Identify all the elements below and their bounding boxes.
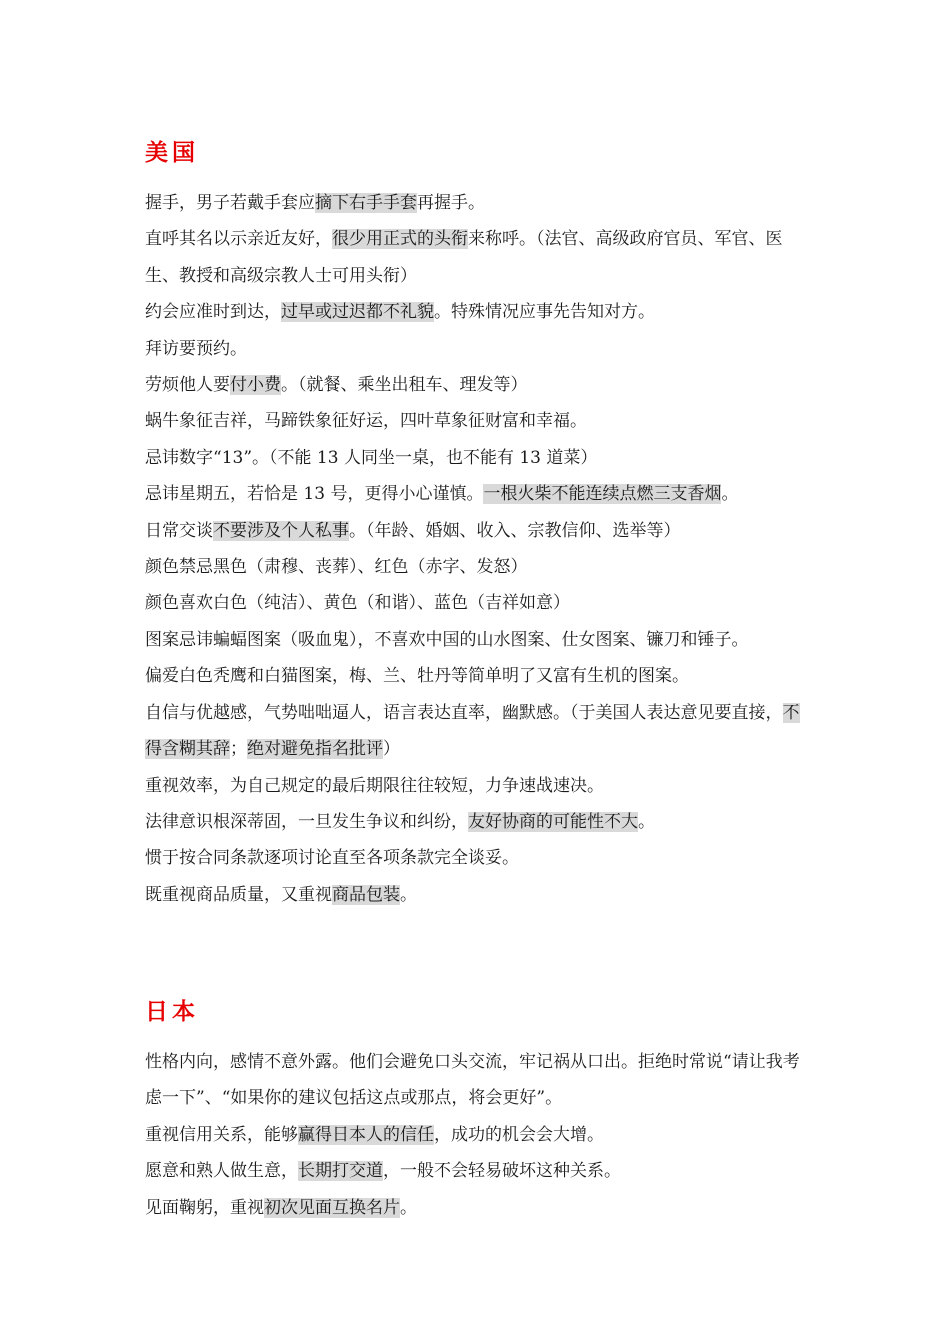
text-run: 偏爱白色秃鹰和白猫图案，梅、兰、牡丹等简单明了又富有生机的图案。 — [145, 666, 689, 687]
highlighted-text: 赢得日本人的信任 — [298, 1124, 434, 1145]
highlighted-text: 绝对避免指名批评 — [247, 739, 383, 760]
text-run: 图案忌讳蝙蝠图案（吸血鬼），不喜欢中国的山水图案、仕女图案、镰刀和锤子。 — [145, 629, 749, 650]
highlighted-text: 很少用正式的头衔 — [332, 229, 468, 250]
text-run: 忌讳星期五，若恰是 13 号，更得小心谨慎。 — [145, 484, 484, 505]
paragraph — [145, 622, 810, 658]
text-run: ，成功的机会会大增。 — [434, 1124, 604, 1145]
highlighted-text: 长期打交道 — [298, 1161, 383, 1182]
section-heading: 日本 — [145, 999, 199, 1025]
paragraph — [145, 549, 810, 585]
text-run: ） — [383, 739, 400, 760]
text-run: 颜色喜欢白色（纯洁）、黄色（和谐）、蓝色（吉祥如意） — [145, 593, 570, 614]
paragraph — [145, 221, 810, 294]
text-run: 见面鞠躬，重视 — [145, 1197, 264, 1218]
text-run: 蜗牛象征吉祥，马蹄铁象征好运，四叶草象征财富和幸福。 — [145, 411, 587, 432]
paragraph — [145, 476, 810, 512]
paragraph — [145, 294, 810, 330]
paragraph — [145, 804, 810, 840]
text-run: ； — [230, 739, 247, 760]
text-run: 。 — [721, 484, 739, 505]
paragraph-list — [145, 1044, 810, 1226]
paragraph — [145, 1117, 810, 1153]
paragraph — [145, 585, 810, 621]
paragraph — [145, 367, 810, 403]
text-run: 再握手。 — [417, 193, 485, 213]
text-run: 直呼其名以示亲近友好， — [145, 229, 332, 250]
highlighted-text: 摘下右手手套 — [315, 193, 417, 213]
paragraph — [145, 513, 810, 549]
text-run: ，一般不会轻易破坏这种关系。 — [383, 1161, 621, 1182]
text-run: 重视信用关系，能够 — [145, 1124, 298, 1145]
highlighted-text: 过早或过迟都不礼貌 — [281, 302, 434, 323]
paragraph — [145, 1190, 810, 1226]
paragraph — [145, 768, 810, 804]
highlighted-text: 一根火柴不能连续点燃三支香烟 — [483, 484, 722, 505]
text-run: 愿意和熟人做生意， — [145, 1161, 298, 1182]
text-run: 。 — [638, 811, 655, 832]
text-run: 惯于按合同条款逐项讨论直至各项条款完全谈妥。 — [145, 848, 519, 869]
paragraph — [145, 877, 810, 913]
paragraph — [145, 840, 810, 876]
text-run: 约会应准时到达， — [145, 302, 281, 323]
text-run: 。（年龄、婚姻、收入、宗教信仰、选举等） — [349, 520, 681, 541]
section-japan — [145, 995, 810, 1226]
paragraph — [145, 695, 810, 768]
text-run: 拜访要预约。 — [145, 338, 247, 359]
highlighted-text: 不得含糊其辞 — [145, 702, 800, 760]
highlighted-text: 付小费 — [230, 375, 281, 396]
highlighted-text: 初次见面互换名片 — [264, 1197, 400, 1218]
text-run: 握手，男子若戴手套应 — [145, 193, 315, 213]
text-run: 忌讳数字“13”。（不能 13 人同坐一桌，也不能有 13 道菜） — [145, 447, 598, 468]
paragraph — [145, 1153, 810, 1189]
text-run: 法律意识根深蒂固，一旦发生争议和纠纷， — [145, 811, 468, 832]
highlighted-text: 不要涉及个人私事 — [213, 520, 349, 541]
text-run: 来称呼。（法官、高级政府官员、军官、医生、教授和高级宗教人士可用头衔） — [145, 229, 783, 286]
text-run: 。特殊情况应事先告知对方。 — [434, 302, 655, 323]
highlighted-text: 商品包装 — [332, 884, 400, 905]
section-usa — [145, 136, 810, 913]
paragraph-list — [145, 185, 810, 913]
text-run: 。（就餐、乘坐出租车、理发等） — [281, 375, 528, 396]
text-run: 重视效率，为自己规定的最后期限往往较短，力争速战速决。 — [145, 775, 604, 796]
section-heading: 美国 — [145, 140, 199, 166]
text-run: 性格内向，感情不意外露。他们会避免口头交流，牢记祸从口出。拒绝时常说“请让我考虑一下”、“如果你的建议包括这点或那点，将会更好”。 — [145, 1052, 800, 1109]
paragraph — [145, 658, 810, 694]
text-run: 。 — [400, 1197, 417, 1218]
paragraph — [145, 185, 810, 221]
paragraph — [145, 440, 810, 476]
text-run: 颜色禁忌黑色（肃穆、丧葬）、红色（赤字、发怒） — [145, 557, 528, 578]
text-run: 劳烦他人要 — [145, 375, 230, 396]
paragraph — [145, 1044, 810, 1117]
paragraph — [145, 331, 810, 367]
text-run: 既重视商品质量，又重视 — [145, 884, 332, 905]
paragraph — [145, 403, 810, 439]
text-run: 日常交谈 — [145, 520, 213, 541]
highlighted-text: 友好协商的可能性不大 — [468, 811, 638, 832]
text-run: 。 — [400, 884, 417, 905]
text-run: 自信与优越感，气势咄咄逼人，语言表达直率，幽默感。（于美国人表达意见要直接， — [145, 702, 783, 723]
